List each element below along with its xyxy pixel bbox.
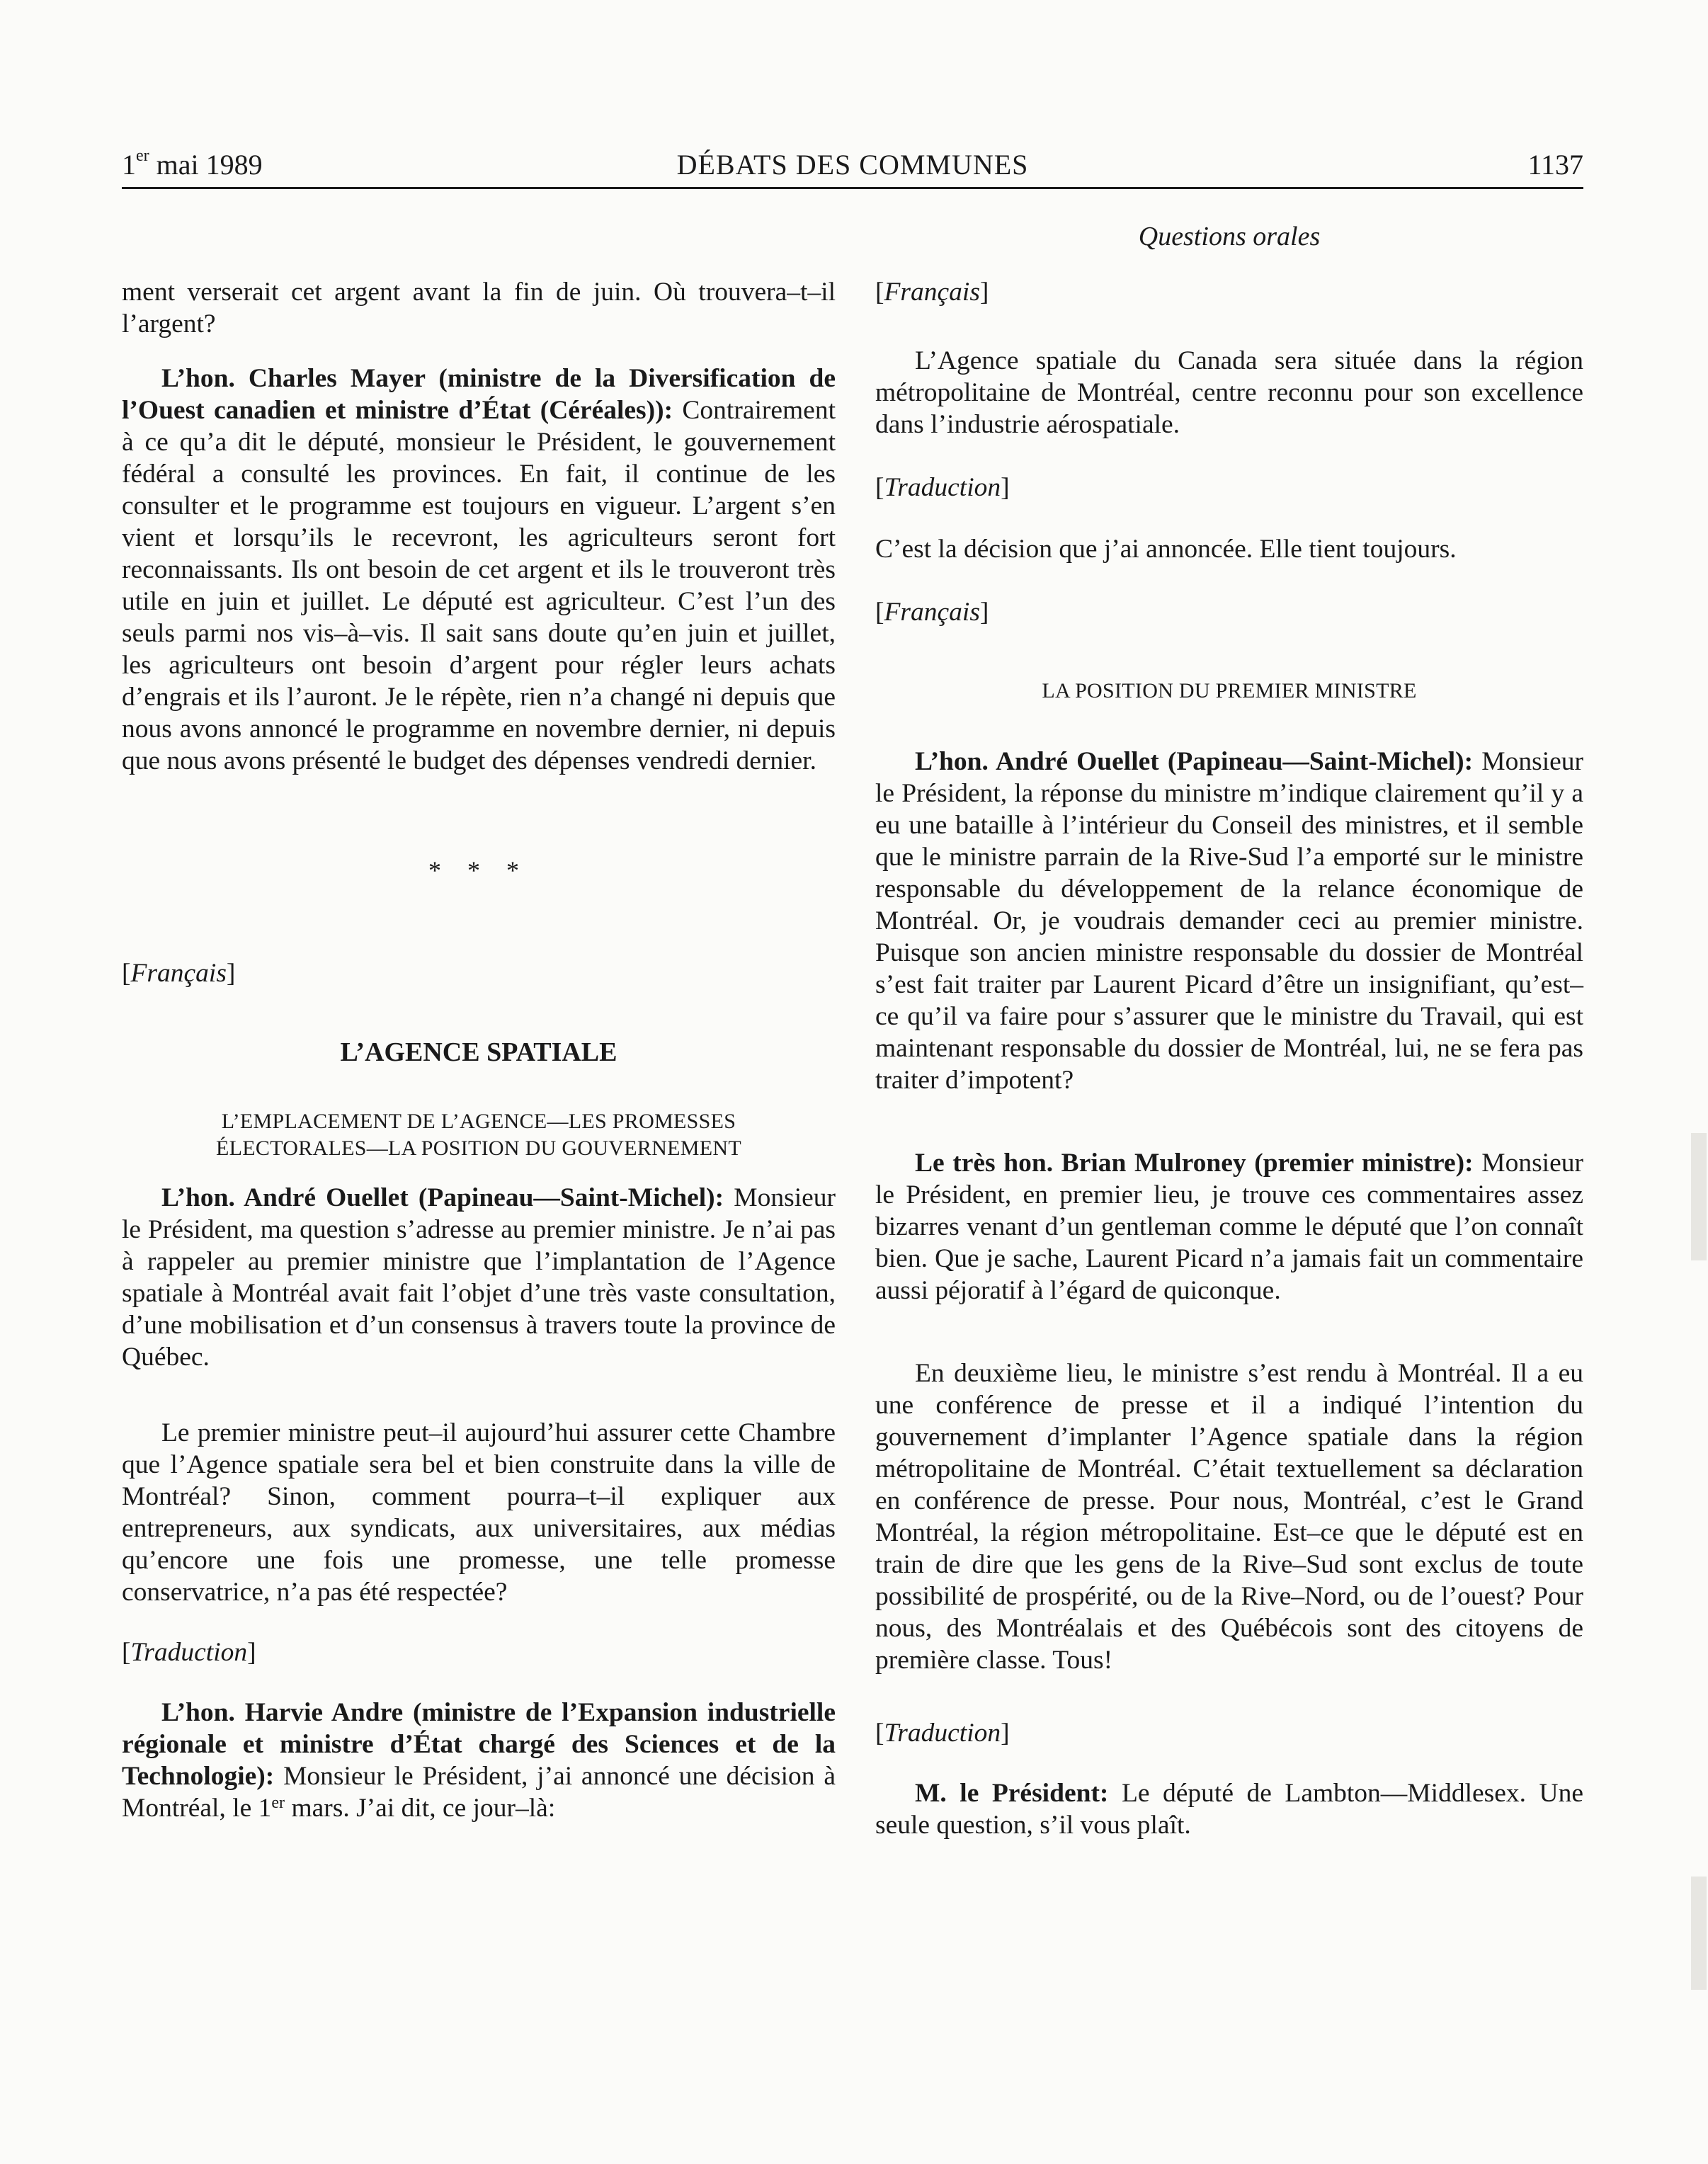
- speaker-name: L’hon. André Ouellet (Papineau—Saint-Michel):: [915, 747, 1474, 776]
- paragraph: L’hon. André Ouellet (Papineau—Saint-Michel): Monsieur le Président, ma question s’adresse au premier ministre. Je n’ai pas à rappeler au premier ministre que l’implantation de l’Agence spatiale à Montréal avait fait l’objet d’une très vaste consultation, d’une mobilisation et d’un consensus à travers toute la province de Québec.: [122, 1183, 836, 1372]
- paragraph: L’hon. Harvie Andre (ministre de l’Expansion industrielle régionale et ministre d’État chargé des Sciences et de la Technologie): Monsieur le Président, j’ai annoncé une décision à Montréal, le 1er mars. J’ai dit, ce jour–là:: [122, 1698, 836, 1823]
- language-marker: [Français]: [875, 278, 989, 307]
- page-header: [122, 145, 1583, 188]
- language-marker: [Traduction]: [122, 1638, 256, 1667]
- speaker-name: L’hon. Harvie Andre (ministre de l’Expansion industrielle régionale et ministre d’État chargé des Sciences et de la Technologie):: [122, 1698, 836, 1791]
- language-marker: [Français]: [122, 959, 236, 988]
- paragraph: Le premier ministre peut–il aujourd’hui assurer cette Chambre que l’Agence spatiale sera bel et bien construite dans la ville de Montréal? Sinon, comment pourra–t–il expliquer aux entrepreneurs, aux syndicats, aux universitaires, aux médias qu’encore une fois une promesse, une telle promesse conservatrice, n’a pas été respectée?: [122, 1418, 836, 1607]
- paragraph: C’est la décision que j’ai annoncée. Elle tient toujours.: [875, 535, 1457, 564]
- language-marker: [Français]: [875, 598, 989, 627]
- paragraph: M. le Président: Le député de Lambton—Middlesex. Une seule question, s’il vous plaît.: [875, 1779, 1583, 1840]
- quoted-paragraph: L’Agence spatiale du Canada sera située dans la région métropolitaine de Montréal, centre reconnu pour son excellence dans l’industrie aérospatiale.: [875, 346, 1583, 439]
- header-date: 1er mai 1989: [122, 147, 263, 181]
- header-rule: [122, 187, 1583, 189]
- section-title: Questions orales: [1138, 222, 1321, 251]
- separator-stars: * * *: [428, 856, 529, 884]
- speaker-name: L’hon. André Ouellet (Papineau—Saint-Michel):: [161, 1183, 724, 1212]
- right-column: [875, 276, 1583, 1841]
- section-heading: L’AGENCE SPATIALE: [340, 1037, 617, 1067]
- paragraph: L’hon. André Ouellet (Papineau—Saint-Michel): Monsieur le Président, la réponse du ministre m’indique clairement qu’il y a eu une bataille à l’intérieur du Conseil des ministres, et il semble que le ministre parrain de la Rive-Sud l’a emporté sur le ministre responsable du développement de la relance économique de Montréal. Or, je voudrais demander ceci au premier ministre. Puisque son ancien ministre responsable du dossier de Montréal s’est fait traiter par Laurent Picard d’être un insignifiant, qu’est–ce qu’il va faire pour s’assurer que le ministre du Travail, qui est maintenant responsable du dossier de Montréal, lui, ne se fera pas traiter d’impotent?: [875, 747, 1583, 1095]
- paragraph: En deuxième lieu, le ministre s’est rendu à Montréal. Il a eu une conférence de presse et il a indiqué l’intention du gouvernement d’implanter l’Agence spatiale dans la région métropolitaine de Montréal. C’était textuellement sa déclaration en conférence de presse. Pour nous, Montréal, c’est le Grand Montréal, la région métropolitaine. Est–ce que le député est en train de dire que les gens de la Rive–Sud sont exclus de toute possibilité de prospérité, ou de la Rive–Nord, ou de l’ouest? Pour nous, des Montréalais et des Québécois sont des citoyens de première classe. Tous!: [875, 1359, 1583, 1675]
- speaker-name: Le très hon. Brian Mulroney (premier ministre):: [915, 1149, 1474, 1178]
- language-marker: [Traduction]: [875, 473, 1010, 502]
- scan-edge-mark: [1691, 1133, 1707, 1260]
- paragraph: Le très hon. Brian Mulroney (premier ministre): Monsieur le Président, en premier lieu, je trouve ces commentaires assez bizarres venant d’un gentleman comme le député que l’on connaît bien. Que je sache, Laurent Picard n’a jamais fait un commentaire aussi péjoratif à l’égard de quiconque.: [875, 1149, 1583, 1305]
- header-title: DÉBATS DES COMMUNES: [676, 149, 1029, 181]
- subheading: LA POSITION DU PREMIER MINISTRE: [1042, 679, 1417, 702]
- paragraph: ment verserait cet argent avant la fin de juin. Où trouvera–t–il l’argent?: [122, 278, 836, 338]
- left-column: [122, 276, 836, 1824]
- language-marker: [Traduction]: [875, 1719, 1010, 1748]
- scan-edge-mark: [1691, 1877, 1707, 1990]
- subheading: L’EMPLACEMENT DE L’AGENCE—LES PROMESSES ÉLECTORALES—LA POSITION DU GOUVERNEMENT: [216, 1110, 741, 1160]
- page-number: 1137: [1527, 149, 1583, 181]
- speaker-name: L’hon. Charles Mayer (ministre de la Diversification de l’Ouest canadien et ministre d’État (Céréales)):: [122, 364, 836, 425]
- speaker-name: M. le Président:: [915, 1779, 1109, 1808]
- paragraph: L’hon. Charles Mayer (ministre de la Diversification de l’Ouest canadien et ministre d’État (Céréales)): Contrairement à ce qu’a dit le député, monsieur le Président, le gouvernement fédéral a consulté les provinces. En fait, il continue de les consulter et le programme est toujours en vigueur. L’argent s’en vient et lorsqu’ils le recevront, les agriculteurs seront fort reconnaissants. Ils ont besoin de cet argent et ils le trouveront très utile en juin et juillet. Le député est agriculteur. C’est l’un des seuls parmi nos vis–à–vis. Il sait sans doute qu’en juin et juillet, les agriculteurs ont besoin d’argent pour régler leurs achats d’engrais et ils l’auront. Je le répète, rien n’a changé ni depuis que nous avons annoncé le programme en novembre dernier, ni depuis que nous avons présenté le budget des dépenses vendredi dernier.: [122, 364, 836, 775]
